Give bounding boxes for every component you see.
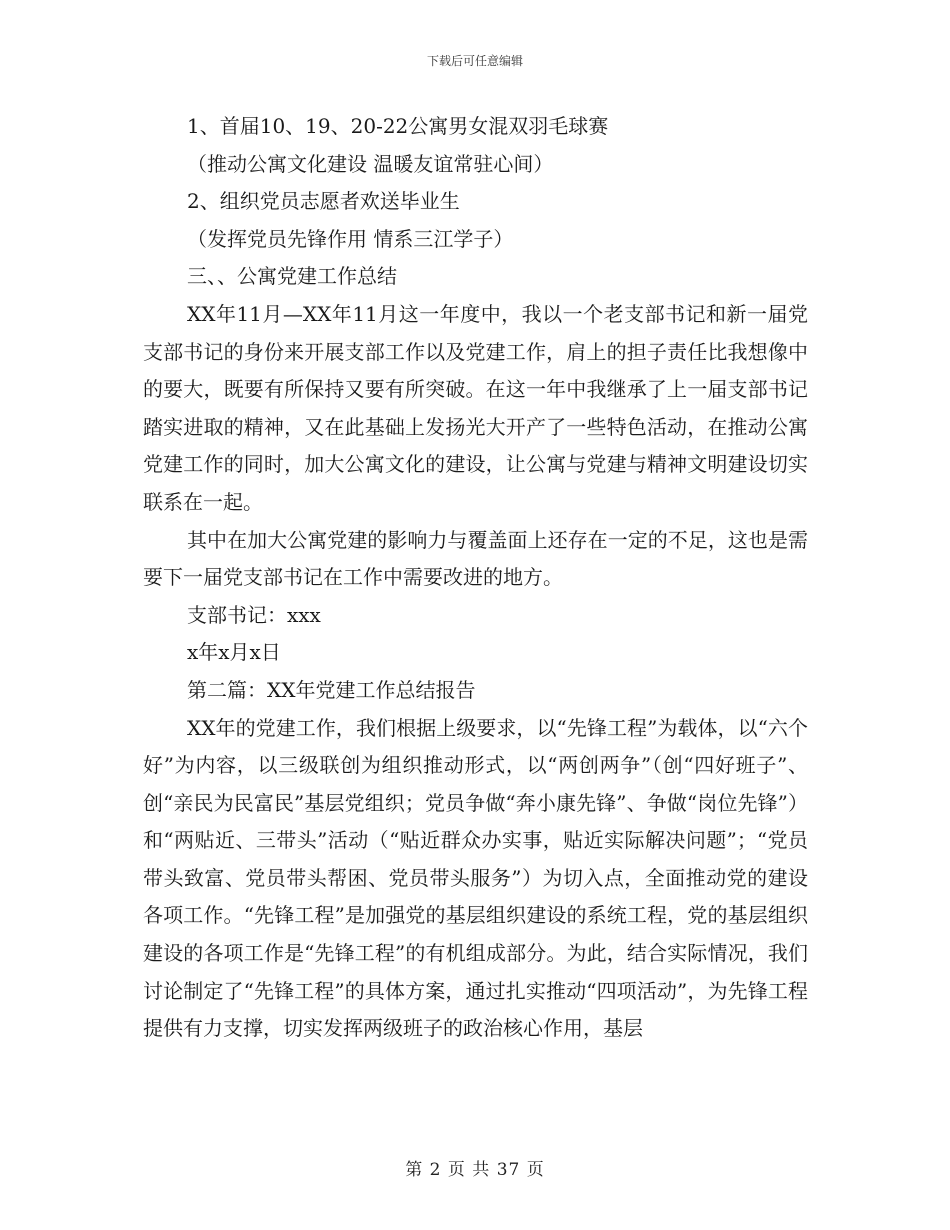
date-line: x年x月x日 <box>187 640 281 665</box>
paragraph-report: XX年的党建工作，我们根据上级要求，以“先锋工程”为载体，以“六个好”为内容，以三级联创为组织推动形式，以“两创两争”（创“四好班子”、创“亲民为民富民”基层党组织；党员争做“奔小康先锋”、争做“岗位先锋”）和“两贴近、三带头”活动（“贴近群众办实事，贴近实际解决问题”；“党员带头致富、党员带头帮困、党员带头服务”）为切入点，全面推动党的建设各项工作。“先锋工程”是加强党的基层组织建设的系统工程，党的基层组织建设的各项工作是“先锋工程”的有机组成部分。为此，结合实际情况，我们讨论制定了“先锋工程”的具体方案，通过扎实推动“四项活动”，为先锋工程提供有力支撑，切实发挥两级班子的政治核心作用，基层 <box>143 715 808 1041</box>
paragraph-summary: XX年11月—XX年11月这一年度中，我以一个老支部书记和新一届党支部书记的身份来开展支部工作以及党建工作，肩上的担子责任比我想像中的要大，既要有所保持又要有所突破。在这一年中我继承了上一届支部书记踏实进取的精神，又在此基础上发扬光大开产了一些特色活动，在推动公寓党建工作的同时，加大公寓文化的建设，让公寓与党建与精神文明建设切实联系在一起。 <box>143 301 808 514</box>
page-footer: 第 2 页 共 37 页 <box>405 1160 545 1180</box>
list-item-1-subtitle: （推动公寓文化建设 温暖友谊常驻心间） <box>187 151 554 176</box>
chapter-heading-2: 第二篇：XX年党建工作总结报告 <box>187 677 476 702</box>
list-item-2: 2、组织党员志愿者欢送毕业生 <box>187 189 460 214</box>
list-item-1: 1、首届10、19、20-22公寓男女混双羽毛球赛 <box>187 114 609 138</box>
signature-line: 支部书记：xxx <box>187 602 321 627</box>
page-header: 下载后可任意编辑 <box>426 54 523 68</box>
list-item-2-subtitle: （发挥党员先锋作用 情系三江学子） <box>187 226 514 251</box>
section-heading-3: 三、、公寓党建工作总结 <box>187 264 397 289</box>
document-body <box>143 108 808 1048</box>
paragraph-shortcomings: 其中在加大公寓党建的影响力与覆盖面上还存在一定的不足，这也是需要下一届党支部书记在工作中需要改进的地方。 <box>143 527 808 590</box>
